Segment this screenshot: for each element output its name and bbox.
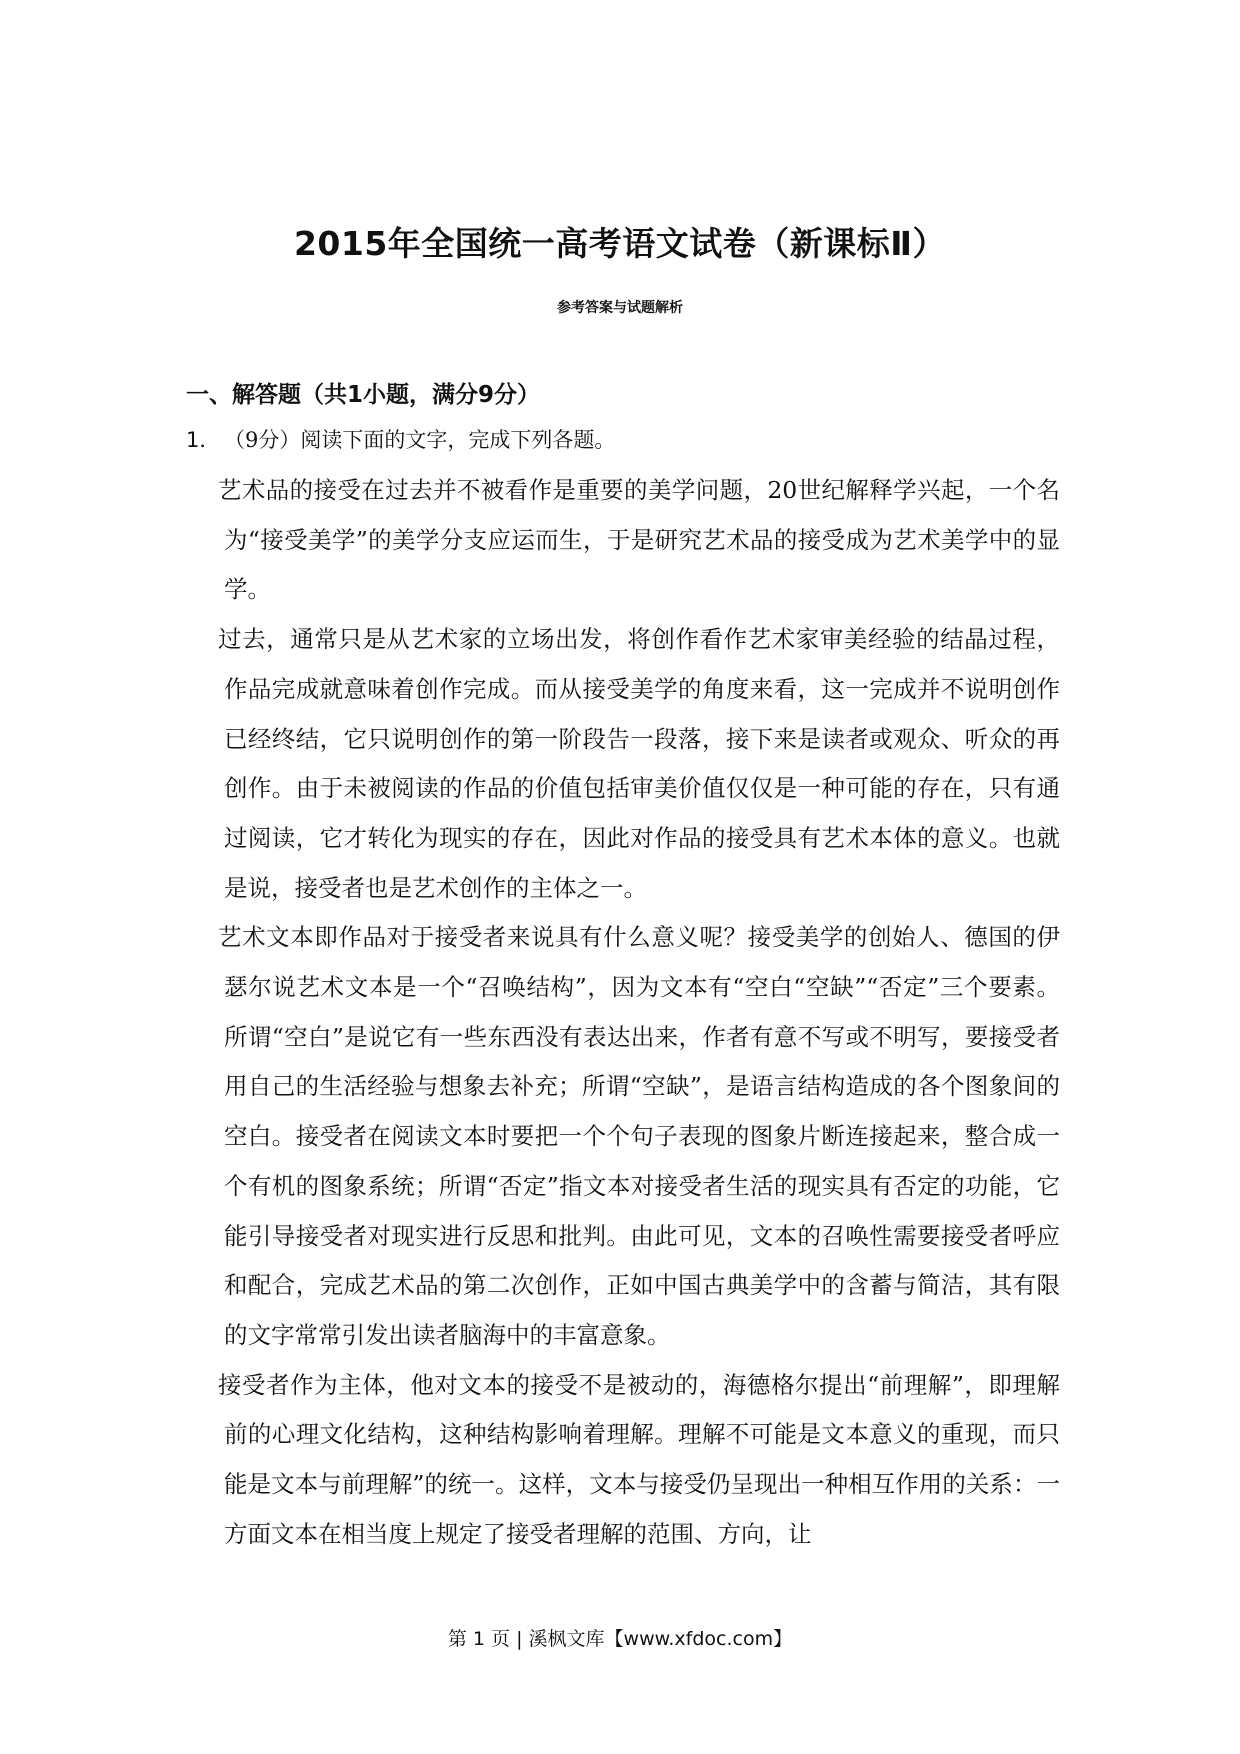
- question-number: 1．: [186, 428, 221, 452]
- passage-paragraph: 过去，通常只是从艺术家的立场出发，将创作看作艺术家审美经验的结晶过程，作品完成就意味着创作完成。而从接受美学的角度来看，这一完成并不说明创作已经终结，它只说明创作的第一阶段告一段落，接下来是读者或观众、听众的再创作。由于未被阅读的作品的价值包括审美价值仅仅是一种可能的存在，只有通过阅读，它才转化为现实的存在，因此对作品的接受具有艺术本体的意义。也就是说，接受者也是艺术创作的主体之一。: [218, 625, 1060, 902]
- page-footer: 第 1 页 | 溪枫文库【www.xfdoc.com】: [447, 1628, 793, 1650]
- reading-passage: [218, 466, 1060, 1559]
- page-title: 2015年全国统一高考语文试卷（新课标Ⅱ）: [293, 224, 947, 263]
- question-prompt: （9分）阅读下面的文字，完成下列各题。: [224, 428, 616, 452]
- section-heading: 一、解答题（共1小题，满分9分）: [186, 382, 541, 408]
- passage-paragraph: 艺术文本即作品对于接受者来说具有什么意义呢？接受美学的创始人、德国的伊瑟尔说艺术文本是一个“召唤结构”，因为文本有“空白“空缺”“否定”三个要素。所谓“空白”是说它有一些东西没有表达出来，作者有意不写或不明写，要接受者用自己的生活经验与想象去补充；所谓“空缺”，是语言结构造成的各个图象间的空白。接受者在阅读文本时要把一个个句子表现的图象片断连接起来，整合成一个有机的图象系统；所谓“否定”指文本对接受者生活的现实具有否定的功能，它能引导接受者对现实进行反思和批判。由此可见，文本的召唤性需要接受者呼应和配合，完成艺术品的第二次创作，正如中国古典美学中的含蓄与简洁，其有限的文字常常引发出读者脑海中的丰富意象。: [218, 923, 1060, 1349]
- passage-paragraph: 接受者作为主体，他对文本的接受不是被动的，海德格尔提出“前理解”，即理解前的心理文化结构，这种结构影响着理解。理解不可能是文本意义的重现，而只能是文本与前理解”的统一。这样，文本与接受仍呈现出一种相互作用的关系：一方面文本在相当度上规定了接受者理解的范围、方向，让: [218, 1370, 1060, 1548]
- page-subtitle: 参考答案与试题解析: [557, 300, 683, 316]
- passage-paragraph: 艺术品的接受在过去并不被看作是重要的美学问题，20世纪解释学兴起，一个名为“接受美学”的美学分支应运而生，于是研究艺术品的接受成为艺术美学中的显学。: [218, 476, 1060, 604]
- question-header: [186, 424, 615, 454]
